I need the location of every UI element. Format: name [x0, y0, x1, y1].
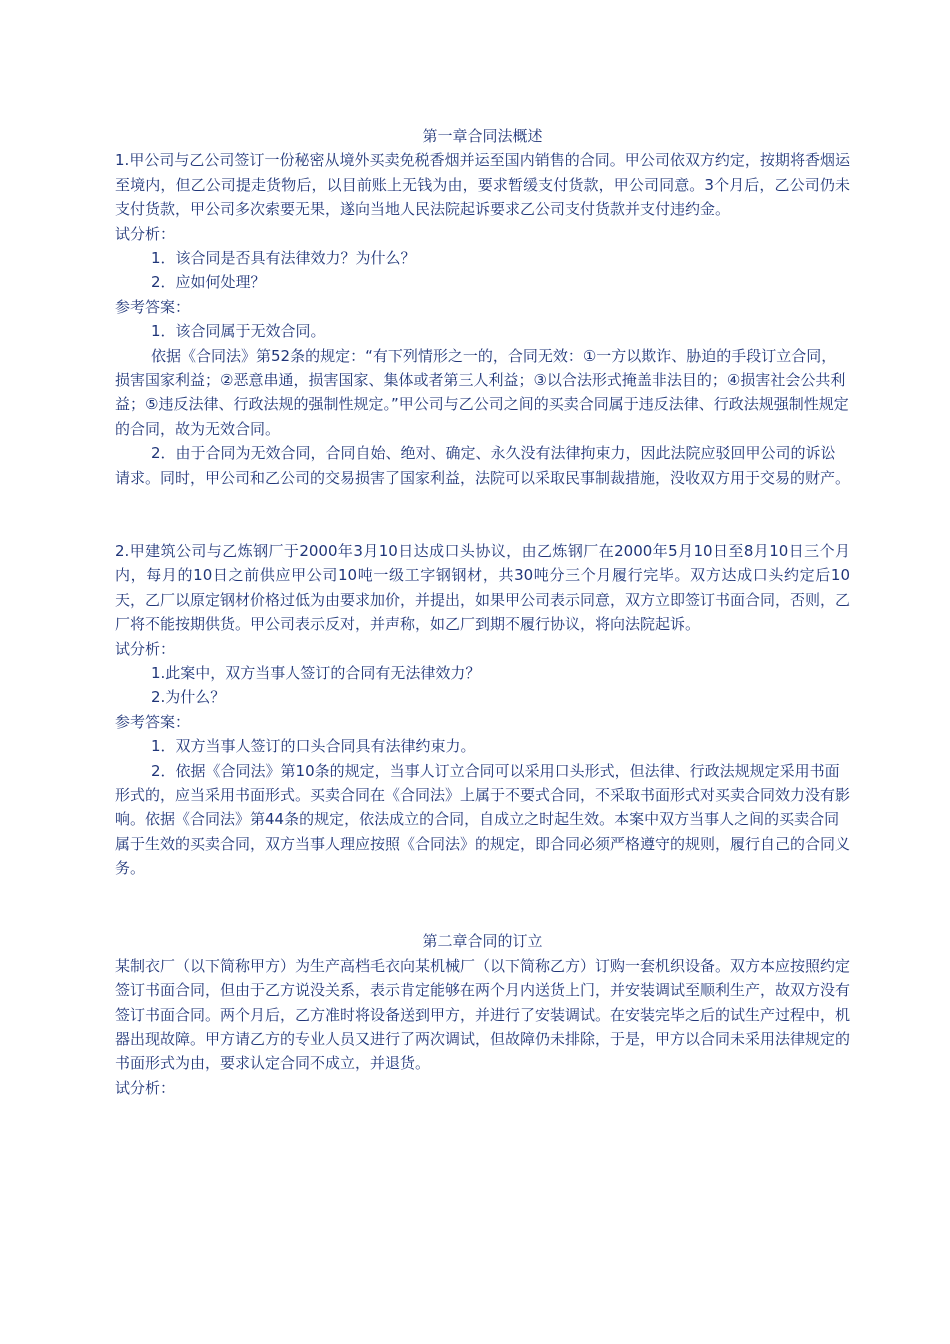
case-2-question-2: 2.为什么？ — [151, 688, 226, 707]
chapter-2-case-text: 某制衣厂（以下简称甲方）为生产高档毛衣向某机械厂（以下简称乙方）订购一套机织设备。双方本应按照约定签订书面合同，但由于乙方说没关系，表示肯定能够在两个月内送货上门，并安装调试至顺利生产，故双方没有签订书面合同。两个月后，乙方准时将设备送到甲方，并进行了安装调试。在安装完毕之后的试生产过程中，机器出现故障。甲方请乙方的专业人员又进行了两次调试，但故障仍未排除，于是，甲方以合同未采用法律规定的书面形式为由，要求认定合同不成立，并退货。 — [115, 956, 851, 1073]
case-2-text: 2.甲建筑公司与乙炼钢厂于2000年3月10日达成口头协议，由乙炼钢厂在2000年5月10日至8月10日三个月内，每月的10日之前供应甲公司10吨一级工字钢钢材，共30吨分三个月履行完毕。双方达成口头约定后10天，乙厂以原定钢材价格过低为由要求加价，并提出，如果甲公司表示同意，双方立即签订书面合同，否则，乙厂将不能按期供货。甲公司表示反对，并声称，如乙厂到期不履行协议，将向法院起诉。 — [115, 541, 851, 634]
case-1-answer-1: 1．该合同属于无效合同。 — [151, 322, 326, 341]
case-2-question-1: 1.此案中，双方当事人签订的合同有无法律效力？ — [151, 663, 481, 682]
section-spacer — [115, 881, 850, 930]
case-2-answer-label: 参考答案： — [115, 712, 191, 731]
case-2-answer-2: 2．依据《合同法》第10条的规定，当事人订立合同可以采用口头形式，但法律、行政法规规定采用书面形式的，应当采用书面形式。买卖合同在《合同法》上属于不要式合同，不采取书面形式对买卖合同效力没有影响。依据《合同法》第44条的规定，依法成立的合同，自成立之时起生效。本案中双方当事人之间的买卖合同属于生效的买卖合同，双方当事人理应按照《合同法》的规定，即合同必须严格遵守的规则，履行自己的合同义务。 — [115, 761, 851, 878]
case-1-question-2: 2．应如何处理？ — [151, 273, 266, 292]
chapter-2-title: 第二章合同的订立 — [422, 932, 543, 951]
case-1-question-1: 1．该合同是否具有法律效力？为什么？ — [151, 249, 416, 268]
case-1-text: 1.甲公司与乙公司签订一份秘密从境外买卖免税香烟并运至国内销售的合同。甲公司依双方约定，按期将香烟运至境内，但乙公司提走货物后，以目前账上无钱为由，要求暂缓支付货款，甲公司同意。3个月后，乙公司仍未支付货款，甲公司多次索要无果，遂向当地人民法院起诉要求乙公司支付货款并支付违约金。 — [115, 151, 850, 219]
document-page — [115, 124, 850, 1100]
case-1-answer-2: 2．由于合同为无效合同，合同自始、绝对、确定、永久没有法律拘束力，因此法院应驳回甲公司的诉讼请求。同时，甲公司和乙公司的交易损害了国家利益，法院可以采取民事制裁措施，没收双方用于交易的财产。 — [115, 444, 851, 487]
case-2-answer-1: 1．双方当事人签订的口头合同具有法律约束力。 — [151, 737, 476, 756]
case-1-answer-label: 参考答案： — [115, 297, 191, 316]
case-1-analysis-label: 试分析： — [115, 224, 176, 243]
chapter-1-title: 第一章合同法概述 — [422, 127, 543, 145]
section-spacer — [115, 490, 850, 539]
case-1-answer-1-basis: 依据《合同法》第52条的规定：“有下列情形之一的，合同无效：①一方以欺诈、胁迫的手段订立合同，损害国家利益；②恶意串通，损害国家、集体或者第三人利益；③以合法形式掩盖非法目的；④损害社会公共利益；⑤违反法律、行政法规的强制性规定。”甲公司与乙公司之间的买卖合同属于违反法律、行政法规强制性规定的合同，故为无效合同。 — [115, 346, 849, 438]
case-2-analysis-label: 试分析： — [115, 639, 176, 658]
chapter-2-analysis-label: 试分析： — [115, 1078, 176, 1097]
